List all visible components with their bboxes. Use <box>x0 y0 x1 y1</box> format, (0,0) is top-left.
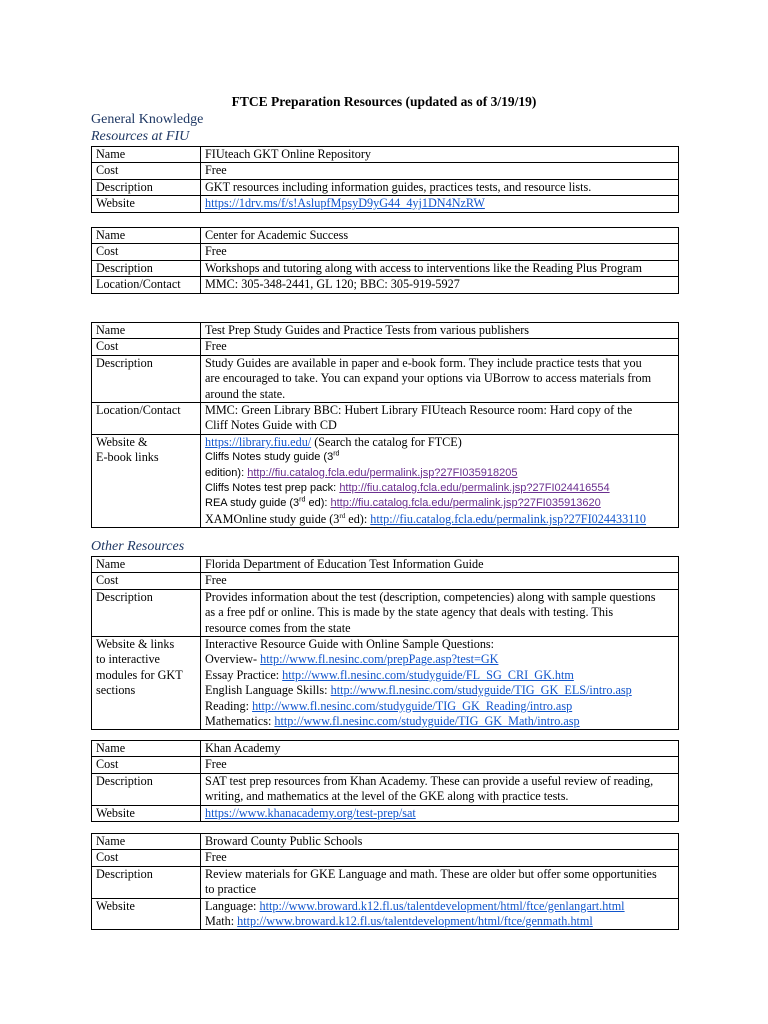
row-label <box>92 434 201 527</box>
resource-description <box>201 589 679 636</box>
link-label: Mathematics: <box>205 714 275 729</box>
reading-link[interactable]: http://www.fl.nesinc.com/studyguide/TIG_GK_Reading/intro.asp <box>252 698 573 713</box>
row-label: Website <box>92 898 201 930</box>
superscript: rd <box>339 511 346 520</box>
table-row <box>92 277 679 293</box>
table-row <box>92 741 679 757</box>
description-line: around the state. <box>205 386 286 401</box>
resource-table-academic-success <box>91 227 679 294</box>
table-row <box>92 805 679 821</box>
row-label: Cost <box>92 163 201 179</box>
library-link[interactable]: https://library.fiu.edu/ <box>205 434 312 449</box>
resource-name: Test Prep Study Guides and Practice Tests from various publishers <box>201 323 679 339</box>
resource-links <box>201 637 679 730</box>
table-row <box>92 196 679 212</box>
row-label: Website <box>92 196 201 212</box>
link-line <box>205 496 674 511</box>
resource-description: Workshops and tutoring along with access to interventions like the Reading Plus Program <box>201 260 679 276</box>
row-label-line: to interactive <box>96 652 160 667</box>
resource-cost: Free <box>201 850 679 866</box>
resource-name: FIUteach GKT Online Repository <box>201 147 679 163</box>
rea-guide-link[interactable]: http://fiu.catalog.fcla.edu/permalink.jsp?27FI035913620 <box>330 497 601 510</box>
description-line: Review materials for GKE Language and math. These are older but offer some opportunities <box>205 866 657 881</box>
resource-contact <box>201 403 679 435</box>
section-heading: General Knowledge <box>91 112 204 127</box>
math-link[interactable]: http://www.broward.k12.fl.us/talentdevelopment/html/ftce/genmath.html <box>237 914 593 929</box>
link-line <box>205 714 674 729</box>
row-label: Name <box>92 323 201 339</box>
resource-cost: Free <box>201 244 679 260</box>
link-label: REA study guide (3 <box>205 497 300 510</box>
resource-name: Khan Academy <box>201 741 679 757</box>
row-label: Cost <box>92 850 201 866</box>
table-row <box>92 773 679 805</box>
website-link[interactable]: https://1drv.ms/f/s!AslupfMpsyD9yG44_4yj1DN4NzRW <box>205 196 485 211</box>
essay-link[interactable]: http://www.fl.nesinc.com/studyguide/FL_SG_CRI_GK.htm <box>282 667 574 682</box>
row-label: Website <box>92 805 201 821</box>
resource-name: Center for Academic Success <box>201 228 679 244</box>
superscript: rd <box>299 496 306 504</box>
row-label: Description <box>92 589 201 636</box>
row-label-line: Website & links <box>96 637 175 652</box>
table-row <box>92 403 679 435</box>
resource-links <box>201 434 679 527</box>
contact-line: MMC: Green Library BBC: Hubert Library FIUteach Resource room: Hard copy of the <box>205 403 633 418</box>
link-label: ed): <box>305 497 331 510</box>
resource-description <box>201 773 679 805</box>
language-link[interactable]: http://www.broward.k12.fl.us/talentdevelopment/html/ftce/genlangart.html <box>259 898 625 913</box>
link-label: Math: <box>205 914 238 929</box>
row-label-line: E-book links <box>96 450 159 465</box>
row-label: Name <box>92 147 201 163</box>
row-label: Name <box>92 834 201 850</box>
table-row <box>92 898 679 930</box>
row-label: Location/Contact <box>92 403 201 435</box>
link-label: Reading: <box>205 698 253 713</box>
table-row <box>92 244 679 260</box>
link-label: ed): <box>345 511 371 526</box>
resource-table-broward <box>91 833 679 930</box>
table-row <box>92 323 679 339</box>
resource-name: Broward County Public Schools <box>201 834 679 850</box>
link-note: (Search the catalog for FTCE) <box>311 434 462 449</box>
link-label: Overview- <box>205 652 261 667</box>
table-row <box>92 637 679 730</box>
description-line: Study Guides are available in paper and e-book form. They include practice tests that you <box>205 355 642 370</box>
link-label: Cliffs Notes test prep pack: <box>205 482 340 495</box>
table-row <box>92 339 679 355</box>
row-label <box>92 637 201 730</box>
link-line <box>205 914 674 929</box>
link-line <box>205 899 674 914</box>
resource-description <box>201 866 679 898</box>
table-row <box>92 557 679 573</box>
table-row <box>92 757 679 773</box>
superscript: rd <box>333 450 340 458</box>
link-line: Interactive Resource Guide with Online Sample Questions: <box>205 637 495 652</box>
description-line: resource comes from the state <box>205 620 351 635</box>
description-line: are encouraged to take. You can expand your options via UBorrow to access materials from <box>205 371 652 386</box>
link-line <box>205 699 674 714</box>
description-line: to practice <box>205 882 257 897</box>
overview-link[interactable]: http://www.fl.nesinc.com/prepPage.asp?test=GK <box>260 652 499 667</box>
link-line <box>205 668 674 683</box>
link-label: edition): <box>205 466 248 479</box>
row-label: Name <box>92 741 201 757</box>
row-label-line: modules for GKT <box>96 667 183 682</box>
row-label: Cost <box>92 244 201 260</box>
resource-description: GKT resources including information guides, practices tests, and resource lists. <box>201 179 679 195</box>
resource-table-study-guides <box>91 322 679 528</box>
link-label: Cliffs Notes study guide (3 <box>205 451 334 464</box>
table-row <box>92 260 679 276</box>
link-label: XAMOnline study guide (3 <box>205 511 340 526</box>
description-line: writing, and mathematics at the level of the GKE along with practice tests. <box>205 789 569 804</box>
row-label: Description <box>92 260 201 276</box>
row-label: Description <box>92 179 201 195</box>
document-title: FTCE Preparation Resources (updated as of 3/19/19) <box>231 94 537 109</box>
resource-table-fldoe <box>91 556 679 730</box>
row-label-line: sections <box>96 683 136 698</box>
link-line <box>205 466 674 481</box>
row-label: Description <box>92 866 201 898</box>
resource-table-khan <box>91 740 679 822</box>
table-row <box>92 573 679 589</box>
row-label: Name <box>92 228 201 244</box>
math-link[interactable]: http://www.fl.nesinc.com/studyguide/TIG_GK_Math/intro.asp <box>274 714 580 729</box>
resource-contact: MMC: 305-348-2441, GL 120; BBC: 305-919-5927 <box>201 277 679 293</box>
table-row <box>92 850 679 866</box>
resource-links <box>201 898 679 930</box>
subheading-other: Other Resources <box>91 539 185 554</box>
description-line: Provides information about the test (description, competencies) along with sample questions <box>205 589 656 604</box>
table-row <box>92 179 679 195</box>
link-line <box>205 683 674 698</box>
table-row <box>92 163 679 179</box>
xam-guide-link[interactable]: http://fiu.catalog.fcla.edu/permalink.jsp?27FI024433110 <box>370 511 647 526</box>
row-label: Name <box>92 557 201 573</box>
link-label: Essay Practice: <box>205 667 283 682</box>
cliffs-guide-link[interactable]: http://fiu.catalog.fcla.edu/permalink.jsp?27FI035918205 <box>247 466 518 479</box>
row-label: Location/Contact <box>92 277 201 293</box>
description-line: SAT test prep resources from Khan Academy. These can provide a useful review of reading, <box>205 773 654 788</box>
row-label: Description <box>92 355 201 402</box>
table-row <box>92 147 679 163</box>
subheading-fiu: Resources at FIU <box>91 129 190 144</box>
link-line <box>205 450 674 465</box>
link-line <box>205 481 674 496</box>
table-row <box>92 228 679 244</box>
description-line: as a free pdf or online. This is made by the state agency that deals with testing. This <box>205 605 614 620</box>
row-label: Cost <box>92 573 201 589</box>
resource-name: Florida Department of Education Test Information Guide <box>201 557 679 573</box>
table-row <box>92 589 679 636</box>
resource-cost: Free <box>201 163 679 179</box>
table-row <box>92 834 679 850</box>
resource-description <box>201 355 679 402</box>
row-label: Description <box>92 773 201 805</box>
link-line <box>205 512 674 527</box>
cliffs-pack-link[interactable]: http://fiu.catalog.fcla.edu/permalink.jsp?27FI024416554 <box>339 482 610 495</box>
website-link[interactable]: https://www.khanacademy.org/test-prep/sat <box>205 805 416 820</box>
resource-cost: Free <box>201 757 679 773</box>
resource-table-fiuteach <box>91 146 679 213</box>
link-label: English Language Skills: <box>205 683 331 698</box>
link-line <box>205 435 674 450</box>
resource-cost: Free <box>201 339 679 355</box>
table-row <box>92 355 679 402</box>
resource-cost: Free <box>201 573 679 589</box>
row-label-line: Website & <box>96 434 148 449</box>
els-link[interactable]: http://www.fl.nesinc.com/studyguide/TIG_GK_ELS/intro.asp <box>330 683 632 698</box>
table-row <box>92 866 679 898</box>
row-label: Cost <box>92 339 201 355</box>
contact-line: Cliff Notes Guide with CD <box>205 418 337 433</box>
table-row <box>92 434 679 527</box>
link-label: Language: <box>205 898 260 913</box>
link-line <box>205 652 674 667</box>
row-label: Cost <box>92 757 201 773</box>
